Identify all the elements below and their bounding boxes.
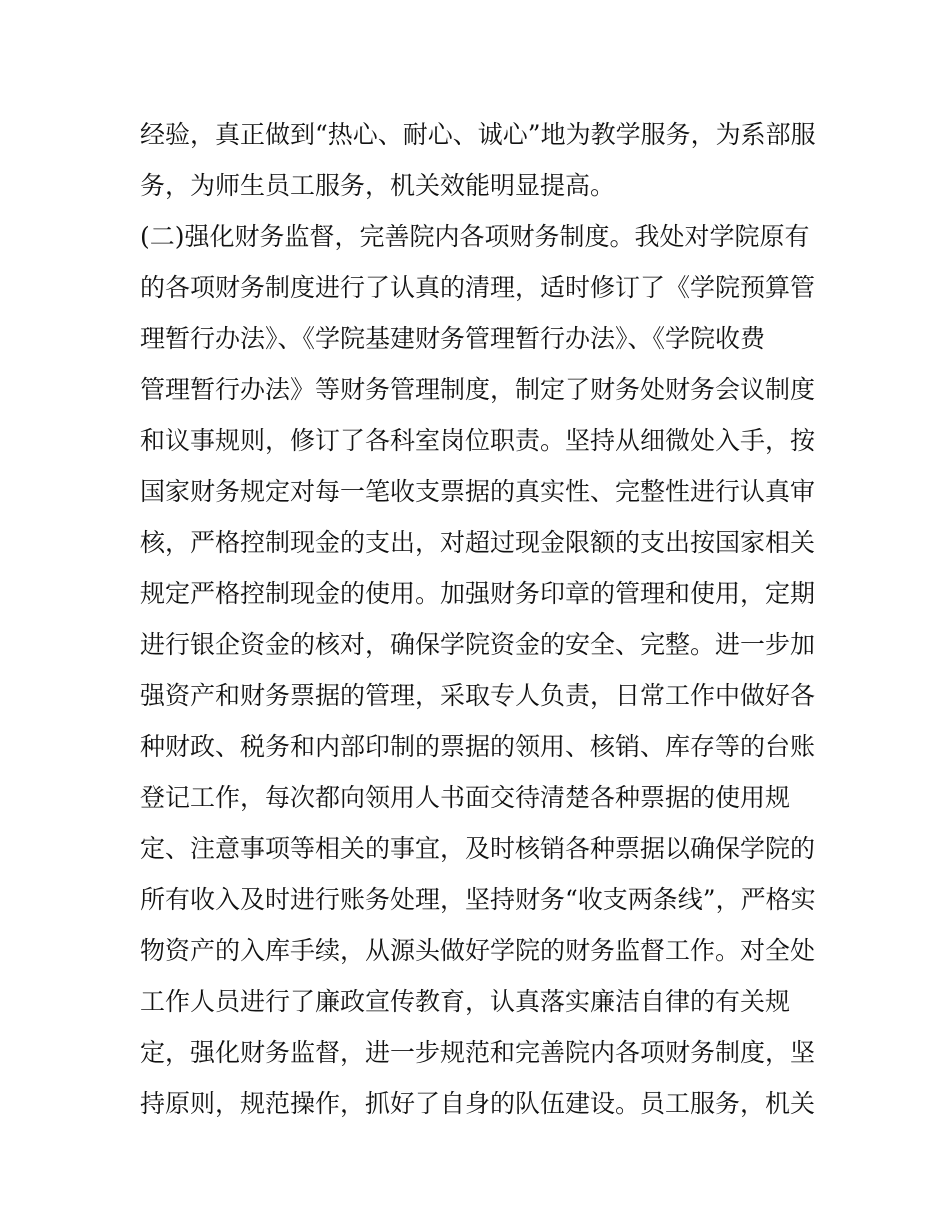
text-line: 核，严格控制现金的支出，对超过现金限额的支出按国家相关 <box>140 528 816 557</box>
text-line: 所有收入及时进行账务处理，坚持财务“收支两条线”，严格实 <box>140 885 816 914</box>
text-line: 物资产的入库手续，从源头做好学院的财务监督工作。对全处 <box>140 936 816 965</box>
text-line: 定，强化财务监督，进一步规范和完善院内各项财务制度，坚 <box>140 1038 816 1067</box>
text-line: 进行银企资金的核对，确保学院资金的安全、完整。进一步加 <box>140 630 816 659</box>
text-line: 种财政、税务和内部印制的票据的领用、核销、库存等的台账 <box>140 732 816 761</box>
text-line: 的各项财务制度进行了认真的清理，适时修订了《学院预算管 <box>140 273 816 302</box>
text-line: 规定严格控制现金的使用。加强财务印章的管理和使用，定期 <box>140 579 816 608</box>
body-text <box>140 109 820 1129</box>
text-line: 和议事规则，修订了各科室岗位职责。坚持从细微处入手，按 <box>140 426 816 455</box>
text-line: (二)强化财务监督，完善院内各项财务制度。我处对学院原有 <box>140 222 810 251</box>
text-line: 管理暂行办法》等财务管理制度，制定了财务处财务会议制度 <box>140 375 816 404</box>
text-line: 务，为师生员工服务，机关效能明显提高。 <box>140 171 616 200</box>
text-line: 国家财务规定对每一笔收支票据的真实性、完整性进行认真审 <box>140 477 816 506</box>
text-line: 理暂行办法》、《学院基建财务管理暂行办法》、《学院收费 <box>140 324 766 353</box>
text-line: 经验，真正做到“热心、耐心、诚心”地为教学服务，为系部服 <box>140 120 816 149</box>
text-line: 定、注意事项等相关的事宜，及时核销各种票据以确保学院的 <box>140 834 816 863</box>
text-line: 持原则，规范操作，抓好了自身的队伍建设。员工服务，机关 <box>140 1089 816 1118</box>
text-line: 强资产和财务票据的管理，采取专人负责，日常工作中做好各 <box>140 681 816 710</box>
text-line: 工作人员进行了廉政宣传教育，认真落实廉洁自律的有关规 <box>140 987 791 1016</box>
text-line: 登记工作，每次都向领用人书面交待清楚各种票据的使用规 <box>140 783 791 812</box>
